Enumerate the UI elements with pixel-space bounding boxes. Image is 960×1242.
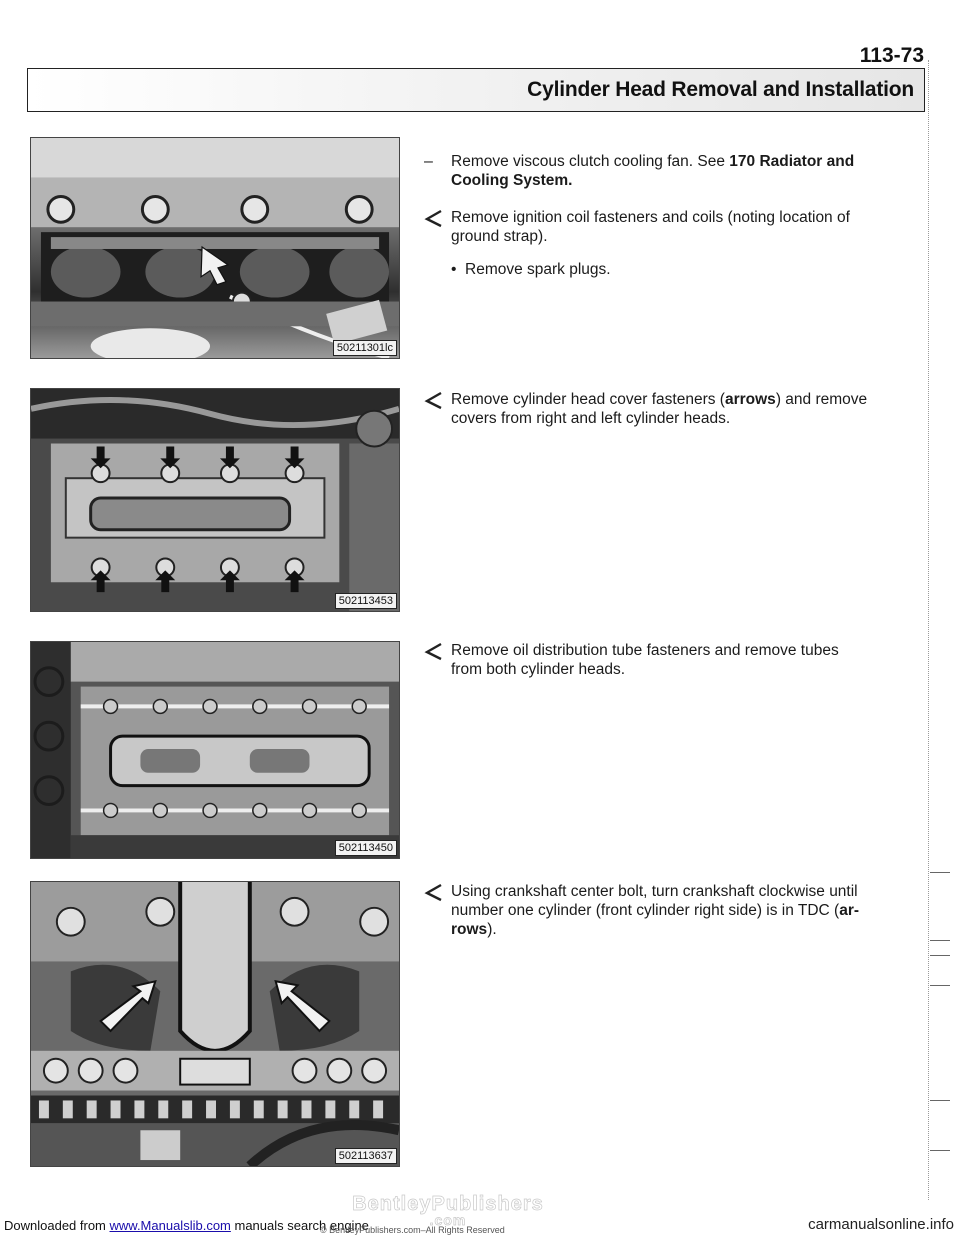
- step-text: Remove ignition coil fasteners and coils (noting location of ground strap).: [451, 209, 850, 245]
- procedure-step: [424, 390, 874, 428]
- section-title-bar: [27, 68, 925, 112]
- publisher-watermark: BentleyPublishers .com: [352, 1193, 544, 1228]
- figure-id: 502113453: [335, 593, 397, 609]
- procedure-step: [424, 208, 874, 279]
- procedure-step: [424, 641, 874, 679]
- photo-cylinder-head-cover: [30, 388, 400, 612]
- step-text: Remove cylinder head cover fasteners (arrows) and remove covers from right and left cylinder heads.: [451, 391, 868, 427]
- margin-tick: [930, 872, 950, 873]
- margin-tick: [930, 955, 950, 956]
- photo-crankshaft-tdc: [30, 881, 400, 1167]
- site-watermark: carmanualsonline.info: [808, 1216, 954, 1233]
- manualslib-link[interactable]: www.Manualslib.com: [109, 1218, 231, 1233]
- margin-tick: [930, 985, 950, 986]
- step-dash-marker: –: [424, 153, 433, 170]
- photo-ignition-coils: [30, 137, 400, 359]
- photo-oil-distribution-tubes: [30, 641, 400, 859]
- page-edge-line: [928, 60, 929, 1200]
- page-number: 113-73: [859, 44, 924, 67]
- figure-id: 50211301lc: [333, 340, 397, 356]
- margin-tick: [930, 1100, 950, 1101]
- figure-id: 502113450: [335, 840, 397, 856]
- step-text: Remove viscous clutch cooling fan. See 170 Radiator and Cooling System.: [451, 153, 855, 189]
- download-source-note: Downloaded from www.Manualslib.com manuals search engine: [4, 1218, 369, 1233]
- left-arrow-icon: [424, 208, 446, 228]
- cross-reference: 170 Radiator and Cooling System.: [451, 153, 855, 189]
- left-arrow-icon: [424, 641, 446, 661]
- left-arrow-icon: [424, 390, 446, 410]
- copyright-notice: © BentleyPublishers.com–All Rights Reserved: [320, 1225, 505, 1235]
- margin-tick: [930, 940, 950, 941]
- sub-step-text: Remove spark plugs.: [465, 261, 611, 278]
- margin-tick: [930, 1150, 950, 1151]
- sub-step: [451, 260, 874, 279]
- step-text: Remove oil distribution tube fasteners and remove tubes from both cylinder heads.: [451, 642, 839, 678]
- left-arrow-icon: [424, 882, 446, 902]
- step-text: Using crankshaft center bolt, turn crankshaft clockwise until number one cylinder (front cylinder right side) is in TDC (ar-rows).: [451, 883, 860, 938]
- bullet-icon: •: [451, 261, 457, 278]
- procedure-step: [424, 152, 874, 190]
- section-title: Cylinder Head Removal and Installation: [527, 78, 914, 101]
- figure-id: 502113637: [335, 1148, 397, 1164]
- procedure-step: [424, 882, 874, 939]
